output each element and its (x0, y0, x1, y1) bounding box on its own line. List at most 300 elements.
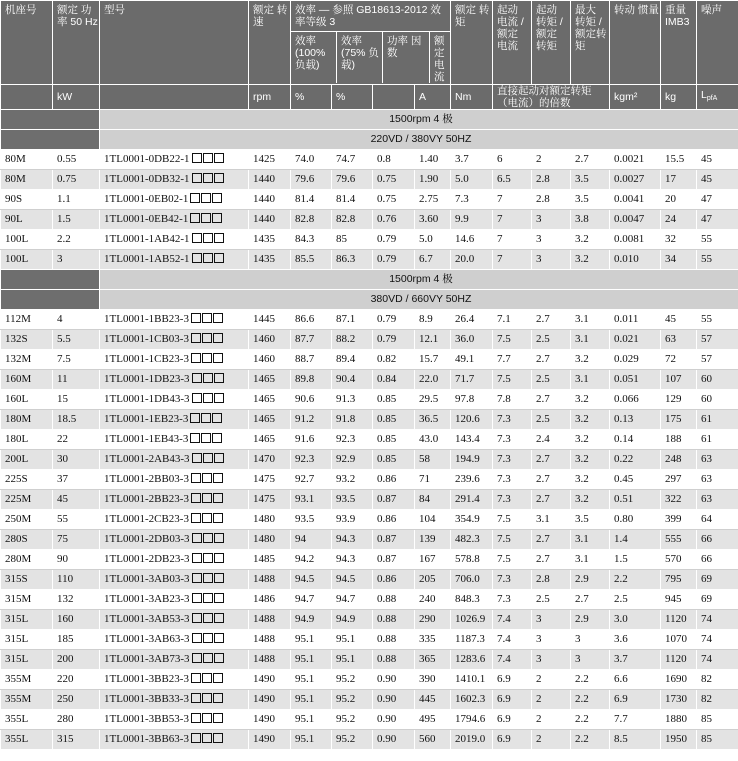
cell-noise: 60 (697, 370, 738, 390)
table-row (1, 710, 738, 730)
cell-current: 36.5 (415, 410, 451, 430)
cell-weight: 1120 (661, 610, 697, 630)
placeholder-box (212, 213, 222, 223)
unit-eff75: % (332, 85, 373, 110)
cell-eff100: 95.1 (291, 630, 332, 650)
cell-pf: 0.76 (373, 210, 415, 230)
table-header (1, 1, 738, 110)
cell-weight: 555 (661, 530, 697, 550)
unit-eff100: % (291, 85, 332, 110)
placeholder-boxes (192, 230, 225, 249)
cell-pf: 0.87 (373, 550, 415, 570)
cell-torque: 578.8 (451, 550, 493, 570)
cell-eff75: 81.4 (332, 190, 373, 210)
cell-eff100: 95.1 (291, 730, 332, 750)
cell-model: 1TL0001-2BB23-3 (100, 490, 249, 510)
cell-current: 2.75 (415, 190, 451, 210)
cell-max-torque: 3.8 (571, 210, 610, 230)
placeholder-box (212, 193, 222, 203)
cell-start-torque: 2.7 (532, 470, 571, 490)
cell-frame: 80M (1, 170, 53, 190)
cell-frame: 280M (1, 550, 53, 570)
placeholder-box (213, 313, 223, 323)
cell-max-torque: 2.9 (571, 570, 610, 590)
cell-start-current: 7.5 (493, 550, 532, 570)
cell-max-torque: 3.2 (571, 470, 610, 490)
cell-model: 1TL0001-1AB42-1 (100, 230, 249, 250)
header-current: 额定 电流 (430, 32, 451, 84)
placeholder-box (214, 533, 224, 543)
cell-start-torque: 2.7 (532, 530, 571, 550)
placeholder-box (192, 533, 202, 543)
header-weight: 重量 IMB3 (661, 1, 697, 85)
cell-inertia: 0.13 (610, 410, 661, 430)
placeholder-box (202, 493, 212, 503)
cell-current: 1.40 (415, 150, 451, 170)
cell-eff100: 85.5 (291, 250, 332, 270)
placeholder-box (203, 453, 213, 463)
cell-model: 1TL0001-1AB52-1 (100, 250, 249, 270)
cell-start-current: 6.9 (493, 690, 532, 710)
placeholder-boxes (192, 530, 225, 549)
unit-model (100, 85, 249, 110)
placeholder-box (201, 213, 211, 223)
cell-start-current: 7 (493, 210, 532, 230)
cell-frame: 100L (1, 230, 53, 250)
cell-torque: 1602.3 (451, 690, 493, 710)
cell-torque: 143.4 (451, 430, 493, 450)
cell-eff100: 79.6 (291, 170, 332, 190)
unit-frame (1, 85, 53, 110)
cell-pf: 0.85 (373, 390, 415, 410)
placeholder-boxes (192, 250, 225, 269)
placeholder-box (190, 413, 200, 423)
cell-pf: 0.79 (373, 310, 415, 330)
unit-noise (697, 85, 738, 110)
placeholder-boxes (192, 570, 225, 589)
cell-current: 3.60 (415, 210, 451, 230)
cell-pf: 0.75 (373, 190, 415, 210)
cell-noise: 85 (697, 730, 738, 750)
cell-model: 1TL0001-0EB42-1 (100, 210, 249, 230)
cell-speed: 1465 (249, 410, 291, 430)
cell-current: 6.7 (415, 250, 451, 270)
cell-torque: 7.3 (451, 190, 493, 210)
placeholder-boxes (192, 450, 225, 469)
cell-noise: 64 (697, 510, 738, 530)
cell-inertia: 8.5 (610, 730, 661, 750)
cell-start-torque: 3 (532, 250, 571, 270)
cell-start-torque: 3 (532, 650, 571, 670)
cell-current: 495 (415, 710, 451, 730)
cell-weight: 45 (661, 310, 697, 330)
cell-start-torque: 2 (532, 730, 571, 750)
cell-model: 1TL0001-1DB43-3 (100, 390, 249, 410)
placeholder-box (214, 253, 224, 263)
cell-eff100: 95.1 (291, 670, 332, 690)
cell-weight: 1120 (661, 650, 697, 670)
cell-pf: 0.82 (373, 350, 415, 370)
unit-ratio-note: 直接起动对额定转矩（电流）的倍数 (493, 85, 610, 110)
cell-torque: 194.9 (451, 450, 493, 470)
cell-power: 22 (53, 430, 100, 450)
cell-model: 1TL0001-0EB02-1 (100, 190, 249, 210)
section-blank-cell (1, 130, 100, 150)
cell-current: 290 (415, 610, 451, 630)
cell-weight: 297 (661, 470, 697, 490)
cell-inertia: 0.066 (610, 390, 661, 410)
placeholder-box (213, 473, 223, 483)
placeholder-boxes (192, 650, 225, 669)
cell-eff75: 85 (332, 230, 373, 250)
placeholder-boxes (190, 410, 223, 429)
cell-torque: 49.1 (451, 350, 493, 370)
placeholder-box (192, 553, 202, 563)
cell-power: 250 (53, 690, 100, 710)
placeholder-box (203, 573, 213, 583)
cell-model: 1TL0001-3AB63-3 (100, 630, 249, 650)
cell-current: 84 (415, 490, 451, 510)
cell-frame: 250M (1, 510, 53, 530)
placeholder-boxes (192, 590, 225, 609)
cell-eff100: 84.3 (291, 230, 332, 250)
cell-noise: 57 (697, 350, 738, 370)
cell-frame: 315L (1, 610, 53, 630)
cell-power: 1.5 (53, 210, 100, 230)
placeholder-boxes (192, 170, 225, 189)
section-voltage-row (1, 130, 738, 150)
cell-speed: 1460 (249, 330, 291, 350)
cell-weight: 945 (661, 590, 697, 610)
cell-speed: 1440 (249, 210, 291, 230)
cell-power: 315 (53, 730, 100, 750)
placeholder-boxes (192, 610, 225, 629)
placeholder-boxes (191, 490, 224, 509)
cell-current: 8.9 (415, 310, 451, 330)
cell-start-current: 7.4 (493, 650, 532, 670)
cell-frame: 100L (1, 250, 53, 270)
section-voltage: 220VD / 380VY 50HZ (100, 130, 738, 150)
cell-speed: 1488 (249, 610, 291, 630)
placeholder-box (202, 513, 212, 523)
cell-max-torque: 2.2 (571, 730, 610, 750)
cell-torque: 97.8 (451, 390, 493, 410)
placeholder-box (190, 193, 200, 203)
cell-eff100: 94.2 (291, 550, 332, 570)
table-row (1, 390, 738, 410)
cell-noise: 66 (697, 530, 738, 550)
cell-frame: 160L (1, 390, 53, 410)
cell-current: 71 (415, 470, 451, 490)
placeholder-box (202, 673, 212, 683)
cell-noise: 47 (697, 210, 738, 230)
placeholder-box (203, 153, 213, 163)
table-row (1, 170, 738, 190)
cell-speed: 1490 (249, 670, 291, 690)
cell-start-torque: 2.8 (532, 190, 571, 210)
cell-current: 22.0 (415, 370, 451, 390)
table-row (1, 150, 738, 170)
cell-start-torque: 3.1 (532, 510, 571, 530)
cell-model: 1TL0001-2BB03-3 (100, 470, 249, 490)
placeholder-box (191, 473, 201, 483)
cell-eff100: 86.6 (291, 310, 332, 330)
cell-current: 1.90 (415, 170, 451, 190)
placeholder-box (214, 653, 224, 663)
placeholder-box (203, 633, 213, 643)
cell-pf: 0.90 (373, 690, 415, 710)
placeholder-box (214, 373, 224, 383)
cell-frame: 132S (1, 330, 53, 350)
cell-weight: 32 (661, 230, 697, 250)
cell-max-torque: 3.2 (571, 450, 610, 470)
cell-inertia: 1.4 (610, 530, 661, 550)
placeholder-box (214, 173, 224, 183)
cell-eff100: 94.5 (291, 570, 332, 590)
unit-torque: Nm (451, 85, 493, 110)
cell-eff75: 95.2 (332, 670, 373, 690)
cell-torque: 239.6 (451, 470, 493, 490)
cell-pf: 0.88 (373, 610, 415, 630)
cell-start-current: 7.5 (493, 370, 532, 390)
cell-eff75: 94.3 (332, 550, 373, 570)
table-row (1, 450, 738, 470)
cell-speed: 1435 (249, 250, 291, 270)
placeholder-boxes (191, 330, 224, 349)
cell-eff100: 90.6 (291, 390, 332, 410)
cell-frame: 80M (1, 150, 53, 170)
cell-power: 4 (53, 310, 100, 330)
table-row (1, 630, 738, 650)
header-eff100: 效率 (100% 负载) (291, 32, 337, 84)
cell-torque: 20.0 (451, 250, 493, 270)
cell-eff75: 95.2 (332, 710, 373, 730)
cell-weight: 15.5 (661, 150, 697, 170)
cell-inertia: 3.0 (610, 610, 661, 630)
placeholder-box (213, 493, 223, 503)
table-row (1, 550, 738, 570)
placeholder-boxes (190, 190, 223, 209)
cell-power: 220 (53, 670, 100, 690)
cell-model: 1TL0001-1CB03-3 (100, 330, 249, 350)
cell-eff100: 88.7 (291, 350, 332, 370)
cell-torque: 1187.3 (451, 630, 493, 650)
cell-torque: 5.0 (451, 170, 493, 190)
placeholder-box (203, 613, 213, 623)
placeholder-box (192, 233, 202, 243)
cell-noise: 69 (697, 590, 738, 610)
section-blank-cell (1, 290, 100, 310)
cell-weight: 20 (661, 190, 697, 210)
cell-start-current: 7.3 (493, 590, 532, 610)
placeholder-box (203, 253, 213, 263)
cell-torque: 291.4 (451, 490, 493, 510)
cell-pf: 0.84 (373, 370, 415, 390)
cell-pf: 0.85 (373, 410, 415, 430)
header-eff75: 效率 (75% 负载) (337, 32, 383, 84)
cell-noise: 61 (697, 430, 738, 450)
cell-eff75: 92.3 (332, 430, 373, 450)
cell-current: 104 (415, 510, 451, 530)
placeholder-box (191, 353, 201, 363)
cell-start-torque: 2.7 (532, 450, 571, 470)
cell-noise: 61 (697, 410, 738, 430)
placeholder-boxes (191, 510, 224, 529)
placeholder-box (203, 373, 213, 383)
cell-eff75: 79.6 (332, 170, 373, 190)
cell-noise: 82 (697, 670, 738, 690)
cell-speed: 1488 (249, 650, 291, 670)
cell-speed: 1440 (249, 170, 291, 190)
placeholder-box (202, 733, 212, 743)
placeholder-box (213, 333, 223, 343)
cell-model: 1TL0001-3AB53-3 (100, 610, 249, 630)
cell-noise: 85 (697, 710, 738, 730)
cell-torque: 2019.0 (451, 730, 493, 750)
placeholder-box (214, 153, 224, 163)
cell-start-torque: 2.5 (532, 590, 571, 610)
cell-max-torque: 3 (571, 650, 610, 670)
cell-speed: 1475 (249, 470, 291, 490)
cell-frame: 315M (1, 590, 53, 610)
table-row (1, 190, 738, 210)
cell-max-torque: 3.2 (571, 410, 610, 430)
table-row (1, 610, 738, 630)
cell-pf: 0.90 (373, 710, 415, 730)
placeholder-box (203, 553, 213, 563)
table-row (1, 210, 738, 230)
cell-speed: 1488 (249, 570, 291, 590)
cell-eff75: 92.9 (332, 450, 373, 470)
cell-current: 240 (415, 590, 451, 610)
cell-inertia: 0.029 (610, 350, 661, 370)
cell-max-torque: 3.5 (571, 170, 610, 190)
cell-inertia: 0.45 (610, 470, 661, 490)
cell-speed: 1465 (249, 430, 291, 450)
cell-eff100: 95.1 (291, 650, 332, 670)
cell-pf: 0.88 (373, 630, 415, 650)
cell-frame: 315L (1, 650, 53, 670)
placeholder-box (192, 633, 202, 643)
cell-inertia: 0.021 (610, 330, 661, 350)
cell-start-torque: 2 (532, 150, 571, 170)
cell-torque: 354.9 (451, 510, 493, 530)
cell-speed: 1435 (249, 230, 291, 250)
cell-inertia: 6.6 (610, 670, 661, 690)
placeholder-box (203, 533, 213, 543)
cell-model: 1TL0001-0DB22-1 (100, 150, 249, 170)
cell-frame: 280S (1, 530, 53, 550)
cell-eff75: 94.3 (332, 530, 373, 550)
header-start-torque: 起动 转矩 / 额定 转矩 (532, 1, 571, 85)
table-row (1, 370, 738, 390)
placeholder-box (192, 593, 202, 603)
cell-current: 167 (415, 550, 451, 570)
unit-noise-base: L (701, 89, 707, 101)
cell-max-torque: 2.9 (571, 610, 610, 630)
cell-eff75: 87.1 (332, 310, 373, 330)
cell-max-torque: 2.2 (571, 710, 610, 730)
cell-noise: 55 (697, 250, 738, 270)
placeholder-box (191, 333, 201, 343)
cell-power: 280 (53, 710, 100, 730)
cell-speed: 1490 (249, 690, 291, 710)
placeholder-box (214, 393, 224, 403)
cell-eff100: 91.6 (291, 430, 332, 450)
cell-eff100: 81.4 (291, 190, 332, 210)
cell-pf: 0.90 (373, 670, 415, 690)
cell-inertia: 0.0041 (610, 190, 661, 210)
cell-inertia: 0.0047 (610, 210, 661, 230)
cell-max-torque: 3.2 (571, 490, 610, 510)
cell-start-torque: 2.7 (532, 550, 571, 570)
cell-speed: 1488 (249, 630, 291, 650)
cell-eff100: 92.7 (291, 470, 332, 490)
cell-model: 1TL0001-2AB43-3 (100, 450, 249, 470)
cell-start-current: 7.3 (493, 430, 532, 450)
cell-pf: 0.85 (373, 450, 415, 470)
cell-eff75: 95.2 (332, 730, 373, 750)
cell-noise: 45 (697, 150, 738, 170)
cell-torque: 9.9 (451, 210, 493, 230)
header-power: 额定 功率 50 Hz (53, 1, 100, 85)
cell-start-torque: 2 (532, 670, 571, 690)
cell-eff75: 93.2 (332, 470, 373, 490)
placeholder-box (214, 633, 224, 643)
cell-pf: 0.79 (373, 230, 415, 250)
cell-eff100: 93.5 (291, 510, 332, 530)
cell-max-torque: 3.2 (571, 250, 610, 270)
placeholder-box (191, 493, 201, 503)
cell-start-torque: 3 (532, 630, 571, 650)
placeholder-box (214, 573, 224, 583)
cell-torque: 1283.6 (451, 650, 493, 670)
placeholder-box (192, 373, 202, 383)
placeholder-box (203, 593, 213, 603)
placeholder-box (201, 433, 211, 443)
header-power-factor: 功率 因数 (383, 32, 430, 84)
cell-start-current: 7.3 (493, 450, 532, 470)
cell-speed: 1460 (249, 350, 291, 370)
cell-pf: 0.88 (373, 590, 415, 610)
unit-current: A (415, 85, 451, 110)
cell-speed: 1470 (249, 450, 291, 470)
placeholder-box (202, 353, 212, 363)
placeholder-box (213, 693, 223, 703)
cell-model: 1TL0001-1DB23-3 (100, 370, 249, 390)
cell-pf: 0.8 (373, 150, 415, 170)
cell-power: 185 (53, 630, 100, 650)
cell-power: 200 (53, 650, 100, 670)
cell-start-current: 6 (493, 150, 532, 170)
placeholder-box (213, 713, 223, 723)
table-row (1, 230, 738, 250)
cell-power: 45 (53, 490, 100, 510)
cell-start-current: 7 (493, 250, 532, 270)
cell-noise: 57 (697, 330, 738, 350)
table-row (1, 410, 738, 430)
table-row (1, 510, 738, 530)
cell-noise: 60 (697, 390, 738, 410)
placeholder-boxes (192, 390, 225, 409)
cell-noise: 74 (697, 610, 738, 630)
cell-inertia: 0.011 (610, 310, 661, 330)
unit-power: kW (53, 85, 100, 110)
table-row (1, 250, 738, 270)
cell-frame: 112M (1, 310, 53, 330)
cell-frame: 160M (1, 370, 53, 390)
cell-start-current: 6.5 (493, 170, 532, 190)
